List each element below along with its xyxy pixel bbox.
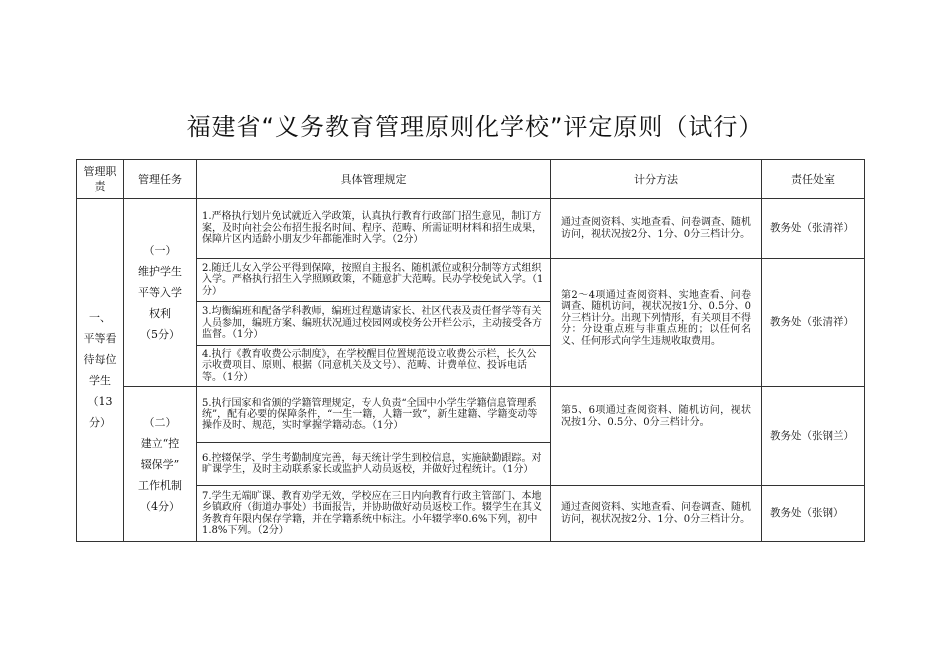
rule-cell: 3.均衡编班和配备学科教师，编班过程邀请家长、社区代表及责任督学等有关人员参加，编班方案、编班状况通过校园网或校务公开栏公示，主动接受各方监督。（1分） bbox=[197, 302, 551, 346]
task-line: （一） bbox=[143, 244, 177, 258]
task-cell-2 bbox=[124, 387, 197, 542]
task-line: 平等入学 bbox=[138, 286, 182, 300]
scoring-cell: 通过查阅资料、实地查看、问卷调查、随机访问，视状况按2分、1分、0分三档计分。 bbox=[551, 486, 762, 542]
header-rules: 具体管理规定 bbox=[197, 160, 551, 199]
task-line: （二） bbox=[143, 415, 177, 429]
rule-cell: 4.执行《教育收费公示制度》，在学校醒目位置规范设立收费公示栏，长久公示收费项目、原则、根据（同意机关及文号）、范畴、计费单位、投诉电话等。（1分） bbox=[197, 346, 551, 387]
document-title: 福建省“义务教育管理原则化学校”评定原则（试行） bbox=[186, 113, 764, 141]
table-row bbox=[77, 199, 865, 259]
table-header-row bbox=[77, 160, 865, 199]
task-line: （5分） bbox=[140, 328, 180, 342]
duty-line: 平等看 bbox=[83, 332, 117, 346]
duty-line: 一、 bbox=[89, 311, 111, 325]
duty-cell bbox=[77, 199, 124, 542]
scoring-cell: 第5、6项通过查阅资料、随机访问，视状况按1分、0.5分、0分三档计分。 bbox=[551, 387, 762, 486]
office-cell: 教务处（张清祥） bbox=[762, 199, 865, 259]
duty-line: 待每位 bbox=[83, 353, 117, 367]
duty-line: （13 bbox=[87, 395, 113, 409]
office-cell: 教务处（张清祥） bbox=[762, 259, 865, 387]
office-cell: 教务处（张钢） bbox=[762, 486, 865, 542]
task-line: 维护学生 bbox=[138, 265, 182, 279]
task-line: 工作机制 bbox=[138, 478, 182, 492]
evaluation-table bbox=[76, 159, 865, 542]
header-duty: 管理职责 bbox=[77, 160, 124, 199]
duty-line: 学生 bbox=[89, 374, 111, 388]
duty-line: 分） bbox=[89, 416, 111, 430]
task-line: （4分） bbox=[140, 499, 180, 513]
task-line: 建立“控 bbox=[140, 436, 180, 450]
table-row bbox=[77, 387, 865, 443]
task-line: 权利 bbox=[149, 307, 171, 321]
rule-cell: 6.控辍保学、学生考勤制度完善，每天统计学生到校信息，实施缺勤跟踪。对旷课学生，及时主动联系家长或监护人动员返校，并做好过程统计。（1分） bbox=[197, 443, 551, 486]
office-cell: 教务处（张钢兰） bbox=[762, 387, 865, 486]
rule-cell: 1.严格执行划片免试就近入学政策，认真执行教育行政部门招生意见，制订方案，及时向社会公布招生报名时间、程序、范畴、所需证明材料和招生成果，保障片区内适龄小朋友少年都能准时入学。（2分） bbox=[197, 199, 551, 259]
task-line: 辍保学” bbox=[140, 457, 180, 471]
rule-cell: 2.随迁儿女入学公平得到保障，按照自主报名、随机派位或积分制等方式组织入学。严格执行招生入学照顾政策，不随意扩大范畴。民办学校免试入学。（1分） bbox=[197, 259, 551, 302]
header-task: 管理任务 bbox=[124, 160, 197, 199]
scoring-cell: 通过查阅资料、实地查看、问卷调查、随机访问，视状况按2分、1分、0分三档计分。 bbox=[551, 199, 762, 259]
task-cell-1 bbox=[124, 199, 197, 387]
scoring-cell: 第2～4项通过查阅资料、实地查看、问卷调查、随机访问，视状况按1分、0.5分、0分三档计分。出现下列情形，有关项目不得分：分设重点班与非重点班的；以任何名义、任何形式向学生违规收取费用。 bbox=[551, 259, 762, 387]
rule-cell: 7.学生无端旷课、教育劝学无效，学校应在三日内向教育行政主管部门、本地乡镇政府（街道办事处）书面报告，并协助做好动员返校工作。辍学生在其义务教育年限内保存学籍，并在学籍系统中标注。小年辍学率0.6%下列，初中1.8%下列。（2分） bbox=[197, 486, 551, 542]
header-office: 责任处室 bbox=[762, 160, 865, 199]
rule-cell: 5.执行国家和省颁的学籍管理规定，专人负责“全国中小学生学籍信息管理系统”，配有必要的保障条件，“一生一籍，人籍一致”，新生建籍、学籍变动等操作及时、规范，实时掌握学籍动态。（1分） bbox=[197, 387, 551, 443]
header-scoring: 计分方法 bbox=[551, 160, 762, 199]
